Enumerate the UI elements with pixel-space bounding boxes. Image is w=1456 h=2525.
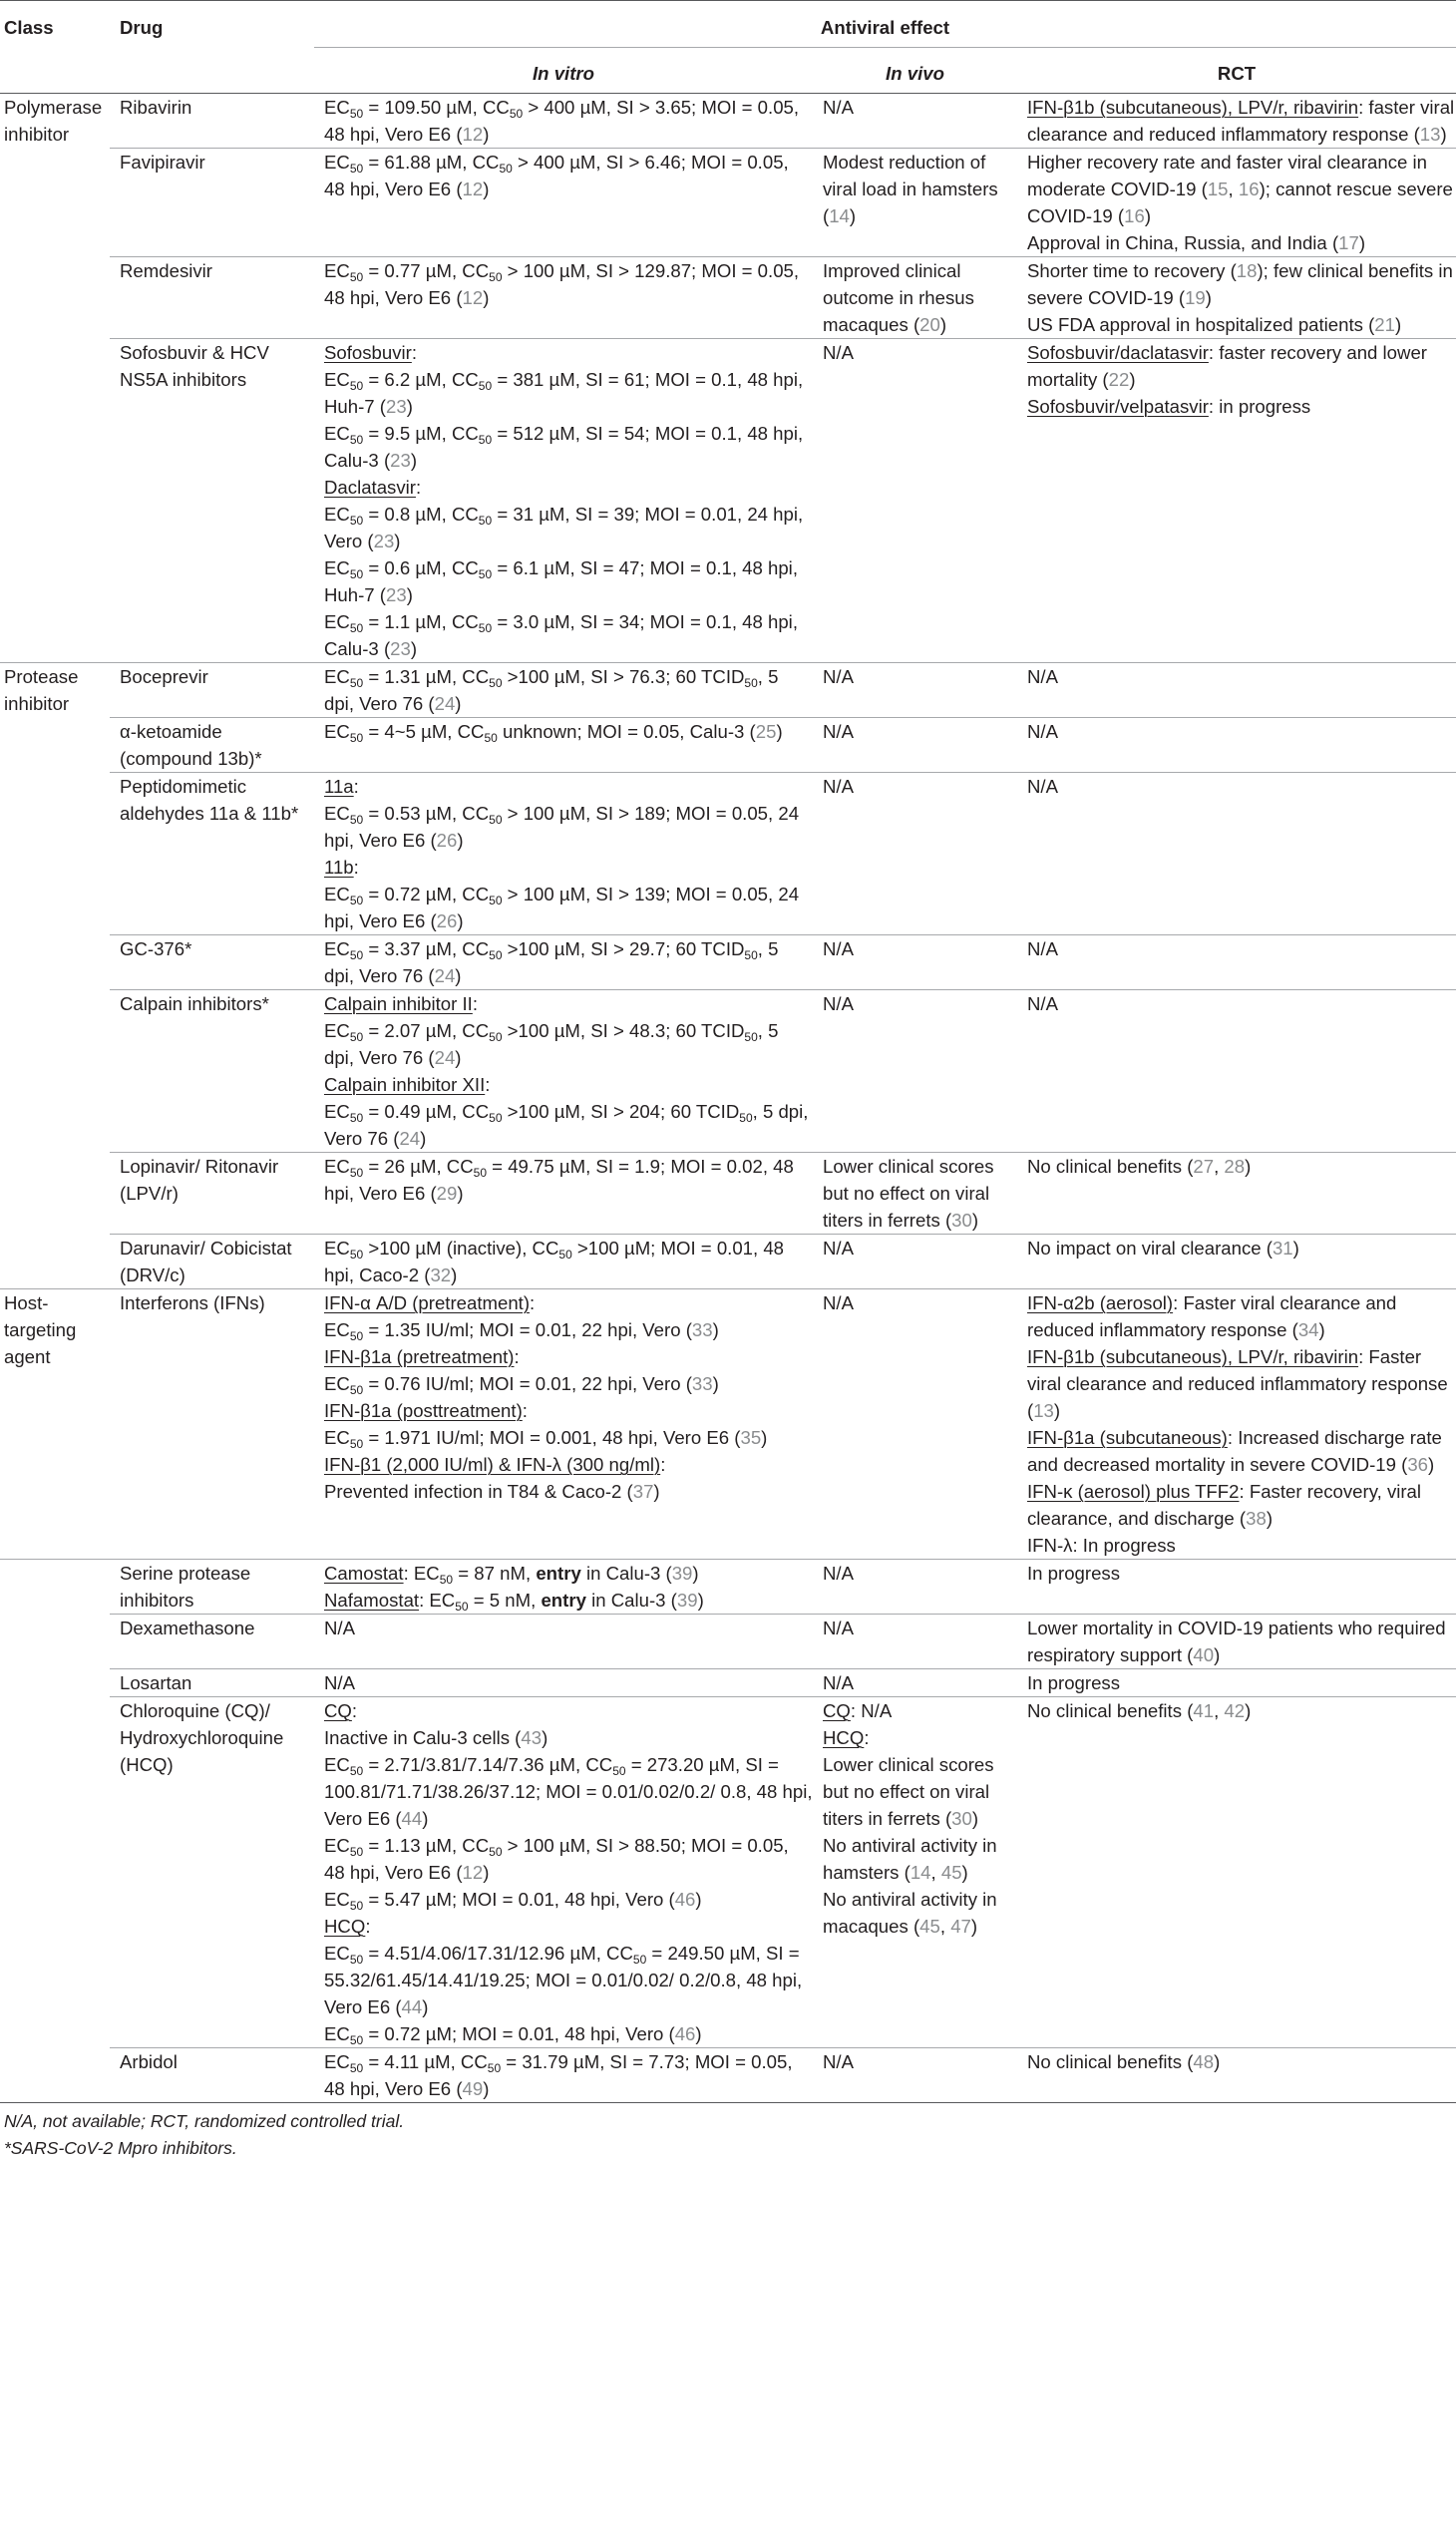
- header-in-vivo: In vivo: [813, 48, 1017, 94]
- rct-cell: No clinical benefits (27, 28): [1017, 1153, 1456, 1235]
- table-row: [0, 718, 1456, 773]
- reference-number: 33: [691, 1373, 713, 1394]
- reference-number: 12: [462, 179, 484, 199]
- reference-number: 27: [1193, 1156, 1215, 1177]
- reference-number: 16: [1238, 179, 1260, 199]
- drug-cell: Interferons (IFNs): [110, 1289, 314, 1560]
- reference-number: 41: [1193, 1700, 1215, 1721]
- in-vivo-cell: N/A: [813, 773, 1017, 935]
- drug-cell: Chloroquine (CQ)/ Hydroxychloroquine (HCQ): [110, 1697, 314, 2048]
- table-row: [0, 1560, 1456, 1615]
- table-row: [0, 2048, 1456, 2103]
- reference-number: 16: [1124, 205, 1145, 226]
- class-cell: [0, 1697, 110, 2048]
- in-vivo-cell: N/A: [813, 663, 1017, 718]
- reference-number: 25: [755, 721, 777, 742]
- table-bottom-rule: [0, 2102, 1456, 2103]
- reference-number: 39: [671, 1563, 693, 1584]
- reference-number: 23: [390, 450, 411, 471]
- table-row: [0, 1289, 1456, 1560]
- in-vitro-cell: Calpain inhibitor II: $EC_{50} = 2.07$ µM, $CC_{50} >100$ µM, SI > 48.3; 60 $TCID_{50}$, 5 dpi, Vero 76 (24) Calpain inhibitor XII: $EC_{50} = 0.49$ µM, $CC_{50} >100$ µM, SI > 204; 60 $TCID_{50}$, 5 dpi, Vero 76 (24): [314, 990, 813, 1153]
- rct-cell: Sofosbuvir/daclatasvir: faster recovery and lower mortality (22) Sofosbuvir/velpatasvir: in progress: [1017, 339, 1456, 663]
- rct-cell: N/A: [1017, 718, 1456, 773]
- class-cell: [0, 1153, 110, 1235]
- rct-cell: Shorter time to recovery (18); few clinical benefits in severe COVID-19 (19) US FDA approval in hospitalized patients (21): [1017, 257, 1456, 339]
- header-rct: RCT: [1017, 48, 1456, 94]
- reference-number: 30: [951, 1808, 972, 1829]
- drug-cell: Calpain inhibitors*: [110, 990, 314, 1153]
- table-row: [0, 339, 1456, 663]
- class-cell: [0, 1560, 110, 1615]
- class-cell: [0, 2048, 110, 2103]
- table-row: [0, 663, 1456, 718]
- class-cell: [0, 1669, 110, 1697]
- in-vitro-cell: N/A: [314, 1669, 813, 1697]
- drug-cell: Serine protease inhibitors: [110, 1560, 314, 1615]
- class-cell: [0, 257, 110, 339]
- in-vitro-cell: $EC_{50} = 61.88$ µM, $CC_{50} > 400$ µM, SI > 6.46; MOI = 0.05, 48 hpi, Vero E6 (12): [314, 149, 813, 257]
- reference-number: 37: [632, 1481, 654, 1502]
- drug-cell: Peptidomimetic aldehydes 11a & 11b*: [110, 773, 314, 935]
- reference-number: 40: [1193, 1644, 1215, 1665]
- table-row: [0, 1697, 1456, 2048]
- in-vitro-cell: $EC_{50} = 0.77$ µM, $CC_{50} > 100$ µM, SI > 129.87; MOI = 0.05, 48 hpi, Vero E6 (12): [314, 257, 813, 339]
- reference-number: 26: [436, 910, 458, 931]
- class-cell: [0, 149, 110, 257]
- drug-cell: Dexamethasone: [110, 1615, 314, 1669]
- reference-number: 24: [434, 965, 456, 986]
- rct-cell: No impact on viral clearance (31): [1017, 1235, 1456, 1289]
- in-vitro-cell: 11a: $EC_{50} = 0.53$ µM, $CC_{50} > 100$ µM, SI > 189; MOI = 0.05, 24 hpi, Vero E6 (26) 11b: $EC_{50} = 0.72$ µM, $CC_{50} > 100$ µM, SI > 139; MOI = 0.05, 24 hpi, Vero E6 (26): [314, 773, 813, 935]
- reference-number: 17: [1338, 232, 1359, 253]
- reference-number: 30: [951, 1210, 972, 1231]
- in-vitro-cell: $EC_{50} = 3.37$ µM, $CC_{50} >100$ µM, SI > 29.7; 60 $TCID_{50}$, 5 dpi, Vero 76 (24): [314, 935, 813, 990]
- reference-number: 18: [1236, 260, 1258, 281]
- rct-cell: No clinical benefits (48): [1017, 2048, 1456, 2103]
- reference-number: 46: [674, 2023, 696, 2044]
- class-cell: Protease inhibitor: [0, 663, 110, 718]
- reference-number: 44: [401, 1808, 423, 1829]
- reference-number: 38: [1246, 1508, 1267, 1529]
- reference-number: 13: [1419, 124, 1441, 145]
- rct-cell: In progress: [1017, 1669, 1456, 1697]
- rct-cell: IFN-β1b (subcutaneous), LPV/r, ribavirin: faster viral clearance and reduced inflammatory response (13): [1017, 94, 1456, 149]
- in-vivo-cell: N/A: [813, 2048, 1017, 2103]
- class-cell: Host-targeting agent: [0, 1289, 110, 1560]
- in-vivo-cell: N/A: [813, 935, 1017, 990]
- reference-number: 19: [1185, 287, 1206, 308]
- header-class: Class: [4, 17, 54, 38]
- drug-cell: Ribavirin: [110, 94, 314, 149]
- in-vitro-cell: N/A: [314, 1615, 813, 1669]
- rct-cell: In progress: [1017, 1560, 1456, 1615]
- class-cell: [0, 773, 110, 935]
- table-row: [0, 94, 1456, 149]
- in-vivo-cell: N/A: [813, 1289, 1017, 1560]
- reference-number: 24: [434, 1047, 456, 1068]
- table-row: [0, 1153, 1456, 1235]
- in-vivo-cell: N/A: [813, 94, 1017, 149]
- in-vitro-cell: $EC_{50} = 1.31$ µM, $CC_{50} >100$ µM, SI > 76.3; 60 $TCID_{50}$, 5 dpi, Vero 76 (24): [314, 663, 813, 718]
- rct-cell: IFN-α2b (aerosol): Faster viral clearance and reduced inflammatory response (34) IFN-β1b (subcutaneous), LPV/r, ribavirin: Faster viral clearance and reduced inflammatory response (13) IFN-β1a (subcutaneous): Increased discharge rate and decreased mortality in severe COVID-19 (36) IFN-κ (aerosol) plus TFF2: Faster recovery, viral clearance, and discharge (38) IFN-λ: In progress: [1017, 1289, 1456, 1560]
- reference-number: 15: [1207, 179, 1229, 199]
- footnote-abbreviations: N/A, not available; RCT, randomized controlled trial.: [4, 2111, 405, 2131]
- in-vitro-cell: $EC_{50} >100$ µM (inactive), $CC_{50} >100$ µM; MOI = 0.01, 48 hpi, Caco-2 (32): [314, 1235, 813, 1289]
- rct-cell: N/A: [1017, 935, 1456, 990]
- in-vivo-cell: Modest reduction of viral load in hamsters (14): [813, 149, 1017, 257]
- reference-number: 20: [919, 314, 940, 335]
- reference-number: 32: [430, 1264, 452, 1285]
- rct-cell: N/A: [1017, 773, 1456, 935]
- in-vitro-cell: $EC_{50}$ = 4~5 µM, $CC_{50}$ unknown; MOI = 0.05, Calu-3 (25): [314, 718, 813, 773]
- in-vitro-cell: $EC_{50} = 26$ µM, $CC_{50} = 49.75$ µM, SI = 1.9; MOI = 0.02, 48 hpi, Vero E6 (29): [314, 1153, 813, 1235]
- in-vivo-cell: N/A: [813, 718, 1017, 773]
- header-drug: Drug: [120, 17, 164, 38]
- reference-number: 33: [691, 1319, 713, 1340]
- reference-number: 49: [462, 2078, 484, 2099]
- reference-number: 23: [390, 638, 411, 659]
- drug-cell: Sofosbuvir & HCV NS5A inhibitors: [110, 339, 314, 663]
- reference-number: 12: [462, 1862, 484, 1883]
- reference-number: 24: [434, 693, 456, 714]
- reference-number: 24: [399, 1128, 421, 1149]
- table-row: [0, 990, 1456, 1153]
- drug-cell: Darunavir/ Cobicistat (DRV/c): [110, 1235, 314, 1289]
- drug-cell: Lopinavir/ Ritonavir (LPV/r): [110, 1153, 314, 1235]
- rct-cell: Higher recovery rate and faster viral clearance in moderate COVID-19 (15, 16); cannot rescue severe COVID-19 (16) Approval in China, Russia, and India (17): [1017, 149, 1456, 257]
- drug-cell: Losartan: [110, 1669, 314, 1697]
- reference-number: 12: [462, 287, 484, 308]
- reference-number: 12: [462, 124, 484, 145]
- reference-number: 14: [910, 1862, 931, 1883]
- table-row: [0, 149, 1456, 257]
- table-body: [0, 94, 1456, 2103]
- in-vitro-cell: IFN-α A/D (pretreatment): $EC_{50} = 1.35$ IU/ml; MOI = 0.01, 22 hpi, Vero (33) IFN-β1a (pretreatment): $EC_{50} = 0.76$ IU/ml; MOI = 0.01, 22 hpi, Vero (33) IFN-β1a (posttreatment): $EC_{50} = 1.971$ IU/ml; MOI = 0.001, 48 hpi, Vero E6 (35) IFN-β1 (2,000 IU/ml) & IFN-λ (300 ng/ml): Prevented infection in T84 & Caco-2 (37): [314, 1289, 813, 1560]
- reference-number: 45: [940, 1862, 962, 1883]
- class-cell: [0, 718, 110, 773]
- class-cell: [0, 339, 110, 663]
- class-cell: [0, 1615, 110, 1669]
- rct-cell: N/A: [1017, 663, 1456, 718]
- reference-number: 21: [1374, 314, 1395, 335]
- class-cell: [0, 990, 110, 1153]
- reference-number: 23: [373, 531, 395, 551]
- in-vivo-cell: N/A: [813, 1669, 1017, 1697]
- reference-number: 14: [829, 205, 850, 226]
- class-cell: [0, 935, 110, 990]
- reference-number: 39: [676, 1590, 698, 1611]
- reference-number: 28: [1224, 1156, 1246, 1177]
- footnote-mpro: *SARS-CoV-2 Mpro inhibitors.: [4, 2138, 237, 2158]
- header-antiviral-effect: Antiviral effect: [820, 17, 950, 38]
- drug-cell: Favipiravir: [110, 149, 314, 257]
- reference-number: 35: [740, 1427, 762, 1448]
- drug-cell: GC-376*: [110, 935, 314, 990]
- table-row: [0, 1235, 1456, 1289]
- reference-number: 23: [386, 396, 407, 417]
- drug-cell: Boceprevir: [110, 663, 314, 718]
- reference-number: 44: [401, 1996, 423, 2017]
- drug-cell: α-ketoamide (compound 13b)*: [110, 718, 314, 773]
- reference-number: 34: [1297, 1319, 1319, 1340]
- in-vivo-cell: Lower clinical scores but no effect on viral titers in ferrets (30): [813, 1153, 1017, 1235]
- reference-number: 31: [1272, 1238, 1293, 1259]
- in-vivo-cell: N/A: [813, 990, 1017, 1153]
- rct-cell: No clinical benefits (41, 42): [1017, 1697, 1456, 2048]
- in-vivo-cell: N/A: [813, 1615, 1017, 1669]
- rct-cell: N/A: [1017, 990, 1456, 1153]
- reference-number: 45: [919, 1916, 940, 1937]
- in-vitro-cell: Sofosbuvir: $EC_{50} = 6.2$ µM, $CC_{50} = 381$ µM, SI = 61; MOI = 0.1, 48 hpi, Huh-7 (23) $EC_{50} = 9.5$ µM, $CC_{50} = 512$ µM, SI = 54; MOI = 0.1, 48 hpi, Calu-3 (23) Daclatasvir: $EC_{50} = 0.8$ µM, $CC_{50} = 31$ µM, SI = 39; MOI = 0.01, 24 hpi, Vero (23) $EC_{50} = 0.6$ µM, $CC_{50} = 6.1$ µM, SI = 47; MOI = 0.1, 48 hpi, Huh-7 (23) $EC_{50} = 1.1$ µM, $CC_{50} = 3.0$ µM, SI = 34; MOI = 0.1, 48 hpi, Calu-3 (23): [314, 339, 813, 663]
- table-footnotes: [4, 2108, 404, 2162]
- drug-cell: Arbidol: [110, 2048, 314, 2103]
- reference-number: 43: [521, 1727, 543, 1748]
- in-vivo-cell: CQ: N/A HCQ: Lower clinical scores but no effect on viral titers in ferrets (30) No antiviral activity in hamsters (14, 45) No antiviral activity in macaques (45, 47): [813, 1697, 1017, 2048]
- reference-number: 29: [436, 1183, 458, 1204]
- table-row: [0, 1615, 1456, 1669]
- table-row: [0, 935, 1456, 990]
- table-row: [0, 1669, 1456, 1697]
- in-vivo-cell: Improved clinical outcome in rhesus macaques (20): [813, 257, 1017, 339]
- reference-number: 22: [1108, 369, 1130, 390]
- in-vitro-cell: CQ: Inactive in Calu-3 cells (43) $EC_{50} = 2.71/3.81/7.14/7.36$ µM, $CC_{50} = 273.20$ µM, SI = 100.81/71.71/38.26/37.12; MOI = 0.01/0.02/0.2/ 0.8, 48 hpi, Vero E6 (44) $EC_{50} = 1.13$ µM, $CC_{50} > 100$ µM, SI > 88.50; MOI = 0.05, 48 hpi, Vero E6 (12) $EC_{50} = 5.47$ µM; MOI = 0.01, 48 hpi, Vero (46) HCQ: $EC_{50} = 4.51/4.06/17.31/12.96$ µM, $CC_{50} = 249.50$ µM, SI = 55.32/61.45/14.41/19.25; MOI = 0.01/0.02/ 0.2/0.8, 48 hpi, Vero E6 (44) $EC_{50} = 0.72$ µM; MOI = 0.01, 48 hpi, Vero (46): [314, 1697, 813, 2048]
- header-in-vitro: In vitro: [314, 48, 813, 94]
- reference-number: 36: [1407, 1454, 1429, 1475]
- in-vitro-cell: $EC_{50} = 4.11$ µM, $CC_{50} = 31.79$ µM, SI = 7.73; MOI = 0.05, 48 hpi, Vero E6 (49): [314, 2048, 813, 2103]
- in-vivo-cell: N/A: [813, 1560, 1017, 1615]
- table-row: [0, 257, 1456, 339]
- reference-number: 23: [386, 584, 407, 605]
- drug-cell: Remdesivir: [110, 257, 314, 339]
- in-vitro-cell: Camostat: $EC_{50} = 87$ nM, entry in Calu-3 (39) Nafamostat: $EC_{50} = 5$ nM, entry in Calu-3 (39): [314, 1560, 813, 1615]
- reference-number: 42: [1224, 1700, 1246, 1721]
- rct-cell: Lower mortality in COVID-19 patients who required respiratory support (40): [1017, 1615, 1456, 1669]
- class-cell: [0, 1235, 110, 1289]
- in-vivo-cell: N/A: [813, 339, 1017, 663]
- reference-number: 46: [674, 1889, 696, 1910]
- in-vivo-cell: N/A: [813, 1235, 1017, 1289]
- reference-number: 48: [1193, 2051, 1215, 2072]
- reference-number: 47: [950, 1916, 971, 1937]
- table-row: [0, 773, 1456, 935]
- reference-number: 13: [1033, 1400, 1054, 1421]
- in-vitro-cell: $EC_{50} = 109.50$ µM, $CC_{50} > 400$ µM, SI > 3.65; MOI = 0.05, 48 hpi, Vero E6 (12): [314, 94, 813, 149]
- class-cell: Polymerase inhibitor: [0, 94, 110, 149]
- reference-number: 26: [436, 830, 458, 851]
